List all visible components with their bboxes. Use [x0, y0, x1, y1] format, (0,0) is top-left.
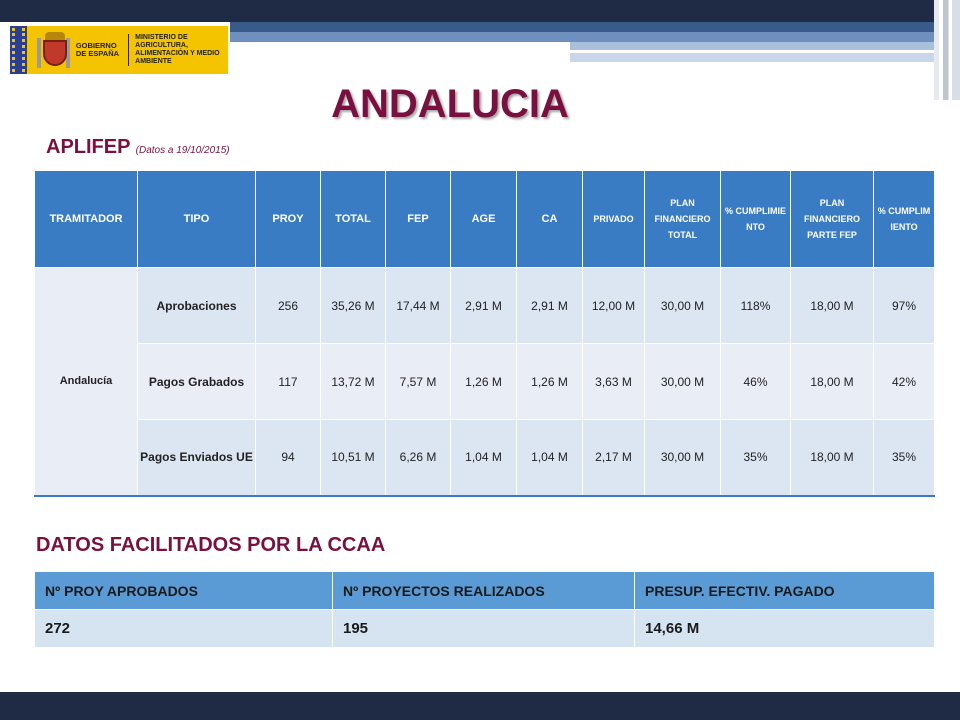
- table-cell: 12,00 M: [583, 268, 645, 344]
- header-cell: PRIVADO: [583, 171, 645, 268]
- logo-separator: [128, 34, 129, 66]
- header-stripe: [230, 22, 940, 32]
- page-title: ANDALUCIA: [331, 82, 569, 126]
- table-cell: 6,26 M: [386, 420, 451, 496]
- logo-government-text: GOBIERNO DE ESPAÑA: [75, 41, 120, 58]
- table-cell: 30,00 M: [645, 344, 721, 420]
- header-cell: PROY: [256, 171, 321, 268]
- coat-of-arms-icon: [35, 28, 72, 72]
- ccaa-table: [34, 571, 935, 648]
- table-cell: 10,51 M: [321, 420, 386, 496]
- top-bar: [0, 0, 960, 22]
- table-cell: 13,72 M: [321, 344, 386, 420]
- table-header-row: [35, 572, 935, 610]
- table-cell: 1,04 M: [517, 420, 583, 496]
- tipo-cell: Aprobaciones: [138, 268, 256, 344]
- header-cell: % CUMPLIM IENTO: [874, 171, 935, 268]
- table-row: [35, 268, 935, 344]
- corner-decoration: [934, 0, 960, 100]
- header-cell: TRAMITADOR: [35, 171, 138, 268]
- government-logo: [10, 26, 228, 74]
- table-cell: 1,04 M: [451, 420, 517, 496]
- table-cell: 18,00 M: [791, 420, 874, 496]
- tipo-cell: Pagos Enviados UE: [138, 420, 256, 496]
- table-cell: 18,00 M: [791, 344, 874, 420]
- header-stripe: [570, 42, 940, 50]
- subtitle-label: APLIFEP: [46, 136, 131, 158]
- header-cell: Nº PROY APROBADOS: [35, 572, 333, 610]
- table-cell: 94: [256, 420, 321, 496]
- table-cell: 18,00 M: [791, 268, 874, 344]
- tipo-cell: Pagos Grabados: [138, 344, 256, 420]
- aplifep-table: [34, 170, 935, 497]
- header-stripe: [570, 53, 940, 62]
- table-cell: 272: [35, 610, 333, 648]
- table-cell: 117: [256, 344, 321, 420]
- table-cell: 46%: [721, 344, 791, 420]
- header-cell: TOTAL: [321, 171, 386, 268]
- table-cell: 97%: [874, 268, 935, 344]
- table-cell: 17,44 M: [386, 268, 451, 344]
- header-cell: PLAN FINANCIERO TOTAL: [645, 171, 721, 268]
- table-cell: 118%: [721, 268, 791, 344]
- table-cell: 3,63 M: [583, 344, 645, 420]
- table-cell: 2,17 M: [583, 420, 645, 496]
- table-cell: 30,00 M: [645, 420, 721, 496]
- tramitador-cell: Andalucía: [35, 268, 138, 496]
- header-cell: Nº PROYECTOS REALIZADOS: [333, 572, 635, 610]
- subtitle-date: (Datos a 19/10/2015): [135, 145, 230, 156]
- logo-ministry-text: MINISTERIO DE AGRICULTURA, ALIMENTACIÓN Y MEDIO AMBIENTE: [135, 34, 220, 65]
- header-cell: PLAN FINANCIERO PARTE FEP: [791, 171, 874, 268]
- table-cell: 35,26 M: [321, 268, 386, 344]
- table-cell: 35%: [721, 420, 791, 496]
- eu-flag-icon: [10, 26, 27, 74]
- table-cell: 7,57 M: [386, 344, 451, 420]
- section-title: DATOS FACILITADOS POR LA CCAA: [36, 534, 386, 556]
- table-cell: 1,26 M: [517, 344, 583, 420]
- table-cell: 195: [333, 610, 635, 648]
- header-cell: FEP: [386, 171, 451, 268]
- header-cell: % CUMPLIMIE NTO: [721, 171, 791, 268]
- header-cell: CA: [517, 171, 583, 268]
- table-cell: 42%: [874, 344, 935, 420]
- header-stripe: [230, 32, 940, 42]
- header-cell: TIPO: [138, 171, 256, 268]
- table-row: [35, 344, 935, 420]
- table-cell: 30,00 M: [645, 268, 721, 344]
- bottom-bar: [0, 692, 960, 720]
- subtitle: [46, 136, 230, 159]
- table-cell: 1,26 M: [451, 344, 517, 420]
- table-row: [35, 610, 935, 648]
- header-cell: PRESUP. EFECTIV. PAGADO: [635, 572, 935, 610]
- table-cell: 35%: [874, 420, 935, 496]
- table-cell: 2,91 M: [517, 268, 583, 344]
- header-cell: AGE: [451, 171, 517, 268]
- table-cell: 256: [256, 268, 321, 344]
- table-cell: 14,66 M: [635, 610, 935, 648]
- table-header-row: [35, 171, 935, 268]
- table-row: [35, 420, 935, 496]
- table-cell: 2,91 M: [451, 268, 517, 344]
